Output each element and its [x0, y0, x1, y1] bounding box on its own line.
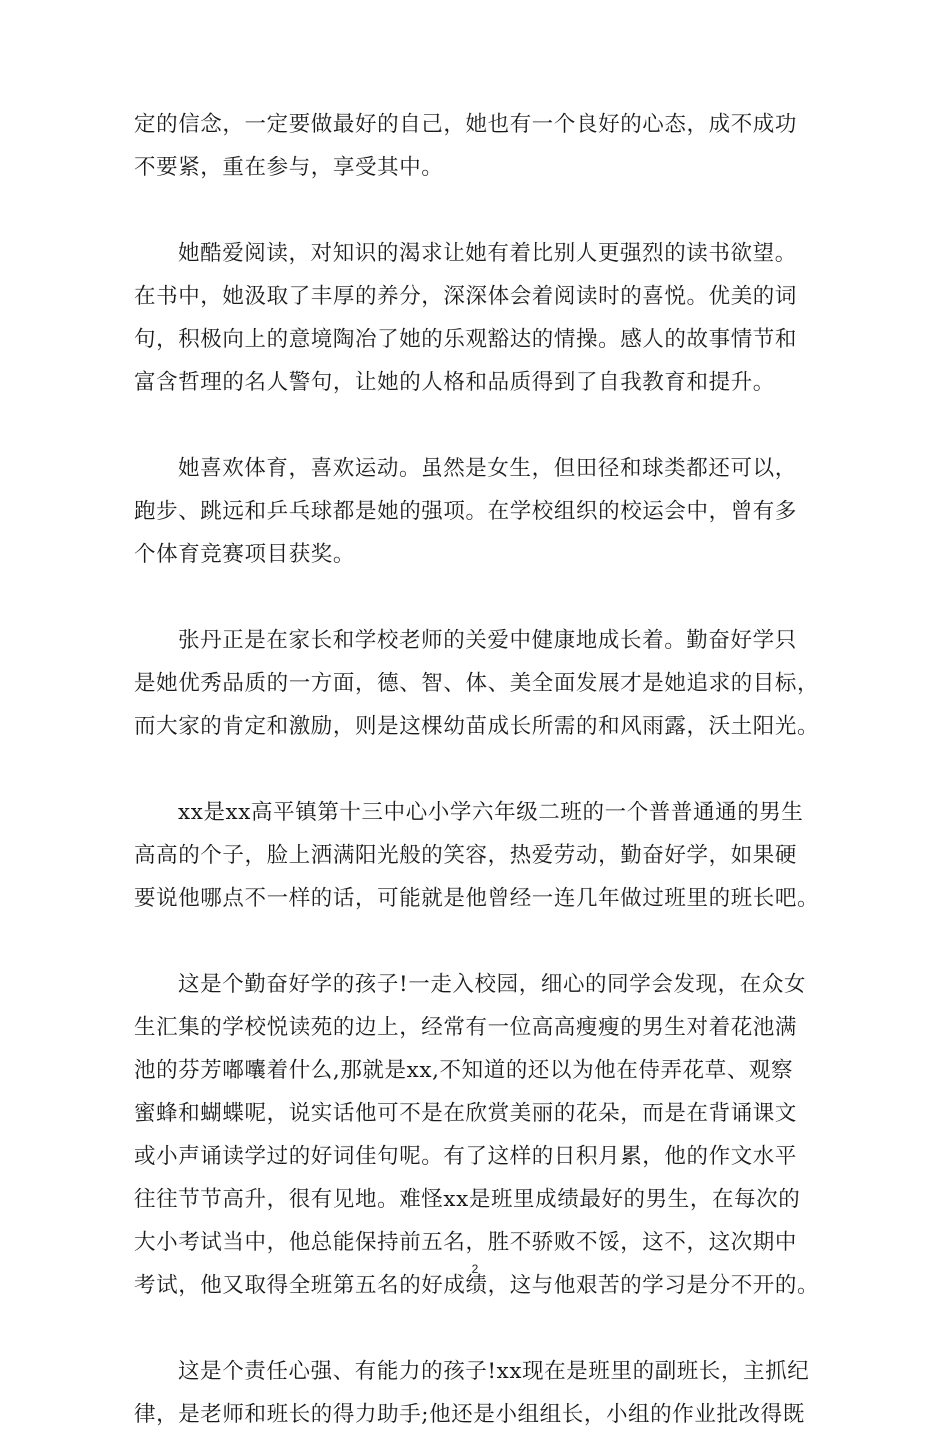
text-line: 她喜欢体育，喜欢运动。虽然是女生，但田径和球类都还可以，: [178, 456, 797, 481]
paragraph-gap: [134, 404, 826, 447]
page-number: 2: [471, 1262, 479, 1276]
text-line: 句，积极向上的意境陶冶了她的乐观豁达的情操。感人的故事情节和: [134, 327, 798, 352]
text-line: 这是个勤奋好学的孩子!一走入校园，细心的同学会发现，在众女: [178, 972, 807, 997]
text-line: 高高的个子，脸上洒满阳光般的笑容，热爱劳动，勤奋好学，如果硬: [134, 843, 798, 868]
text-line: 跑步、跳远和乒乓球都是她的强项。在学校组织的校运会中，曾有多: [134, 499, 798, 524]
text-line: 或小声诵读学过的好词佳句呢。有了这样的日积月累，他的作文水平: [134, 1144, 798, 1169]
text-line: 她酷爱阅读，对知识的渴求让她有着比别人更强烈的读书欲望。: [178, 241, 797, 266]
text-line: 往往节节高升，很有见地。难怪xx是班里成绩最好的男生，在每次的: [134, 1187, 801, 1212]
text-line: 定的信念，一定要做最好的自己，她也有一个良好的心态，成不成功: [134, 112, 798, 137]
text-line: 蜜蜂和蝴蝶呢，说实话他可不是在欣赏美丽的花朵，而是在背诵课文: [134, 1101, 798, 1126]
paragraph-gap: [134, 748, 826, 791]
text-line: 考试，他又取得全班第五名的好成绩，这与他艰苦的学习是分不开的。: [134, 1273, 820, 1298]
text-line: xx是xx高平镇第十三中心小学六年级二班的一个普普通通的男生: [178, 800, 804, 825]
document-body: [134, 103, 826, 1436]
text-line: 大小考试当中，他总能保持前五名，胜不骄败不馁，这不，这次期中: [134, 1230, 798, 1255]
text-line: 不要紧，重在参与，享受其中。: [134, 155, 444, 180]
text-line: 池的芬芳嘟囔着什么,那就是xx,不知道的还以为他在侍弄花草、观察: [134, 1058, 794, 1083]
paragraph-gap: [134, 576, 826, 619]
paragraph-gap: [134, 189, 826, 232]
text-line: 在书中，她汲取了丰厚的养分，深深体会着阅读时的喜悦。优美的词: [134, 284, 798, 309]
paragraph-gap: [134, 920, 826, 963]
text-line: 是她优秀品质的一方面，德、智、体、美全面发展才是她追求的目标，: [134, 671, 820, 696]
text-line: 而大家的肯定和激励，则是这棵幼苗成长所需的和风雨露，沃土阳光。: [134, 714, 820, 739]
text-line: 富含哲理的名人警句，让她的人格和品质得到了自我教育和提升。: [134, 370, 775, 395]
text-line: 这是个责任心强、有能力的孩子!xx现在是班里的副班长，主抓纪: [178, 1359, 810, 1384]
text-line: 律，是老师和班长的得力助手;他还是小组组长，小组的作业批改得既: [134, 1402, 805, 1427]
text-line: 张丹正是在家长和学校老师的关爱中健康地成长着。勤奋好学只: [178, 628, 797, 653]
text-line: 生汇集的学校悦读苑的边上，经常有一位高高瘦瘦的男生对着花池满: [134, 1015, 798, 1040]
text-line: 个体育竞赛项目获奖。: [134, 542, 356, 567]
text-line: 要说他哪点不一样的话，可能就是他曾经一连几年做过班里的班长吧。: [134, 886, 820, 911]
